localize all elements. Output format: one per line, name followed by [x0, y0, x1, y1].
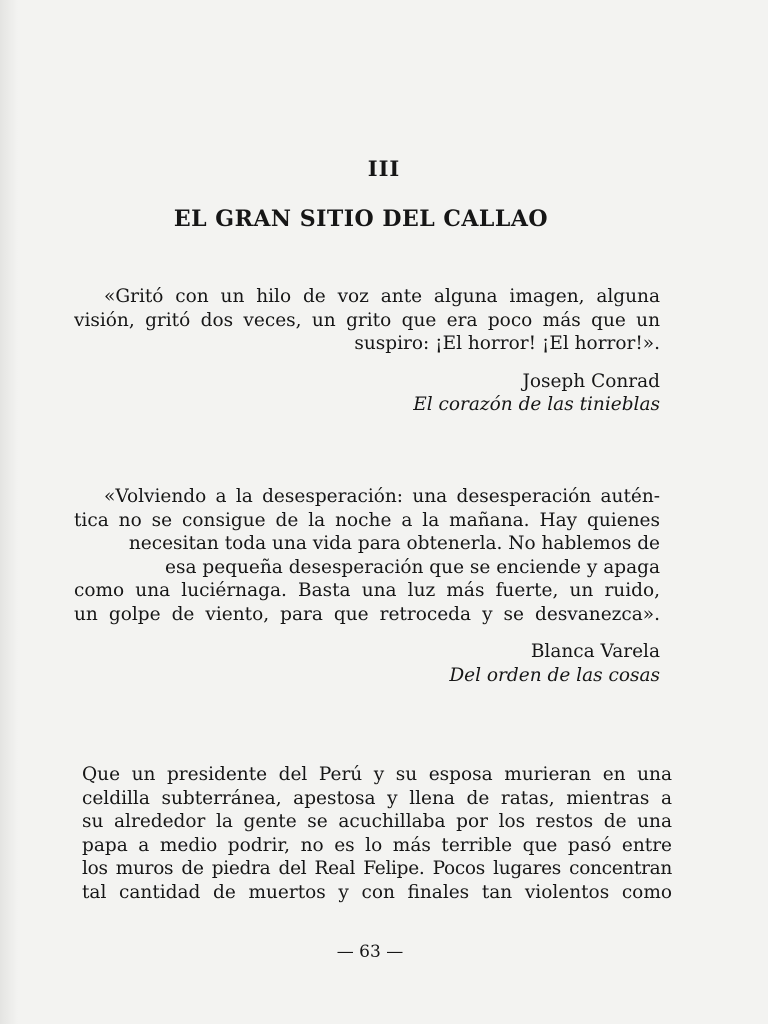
epigraph-line: un golpe de viento, para que retroceda y se desvanezca».: [74, 603, 660, 625]
body-line: Que un presidente del Perú y su esposa murieran en una: [82, 764, 672, 785]
epigraph-line: «Gritó con un hilo de voz ante alguna imagen, alguna: [104, 286, 660, 307]
epigraph-line: esa pequeña desesperación que se enciende y apaga: [165, 556, 660, 578]
body-line: su alrededor la gente se acuchillaba por los restos de una: [82, 811, 672, 832]
epigraph-work: Del orden de las cosas: [449, 664, 660, 686]
body-line: tal cantidad de muertos y con finales tan violentos como: [82, 881, 672, 903]
body-paragraph: [82, 763, 672, 904]
chapter-number: III: [367, 156, 401, 181]
epigraph-author: Joseph Conrad: [522, 370, 660, 392]
epigraph-conrad: [74, 285, 660, 417]
epigraph-author: Blanca Varela: [530, 641, 660, 662]
body-line: papa a medio podrir, no es lo más terrible que pasó entre: [82, 834, 672, 856]
page-number: — 63 —: [336, 942, 404, 962]
epigraph-line: «Volviendo a la desesperación: una desesperación autén-: [104, 486, 660, 507]
epigraph-line: necesitan toda una vida para obtenerla. No hablemos de: [128, 533, 660, 554]
body-line: celdilla subterránea, apestosa y llena de ratas, mientras a: [82, 787, 672, 809]
epigraph-work: El corazón de las tinieblas: [413, 394, 660, 415]
epigraph-line: como una luciérnaga. Basta una luz más fuerte, un ruido,: [74, 580, 660, 601]
page-edge-shadow: [0, 0, 18, 1024]
body-line: los muros de piedra del Real Felipe. Pocos lugares concentran: [82, 858, 672, 879]
epigraph-line: tica no se consigue de la noche a la mañana. Hay quienes: [74, 509, 660, 531]
epigraph-line: visión, gritó dos veces, un grito que era poco más que un: [74, 309, 660, 331]
epigraph-line: suspiro: ¡El horror! ¡El horror!».: [354, 333, 660, 354]
chapter-title: EL GRAN SITIO DEL CALLAO: [173, 206, 549, 232]
epigraph-varela: [74, 485, 660, 687]
